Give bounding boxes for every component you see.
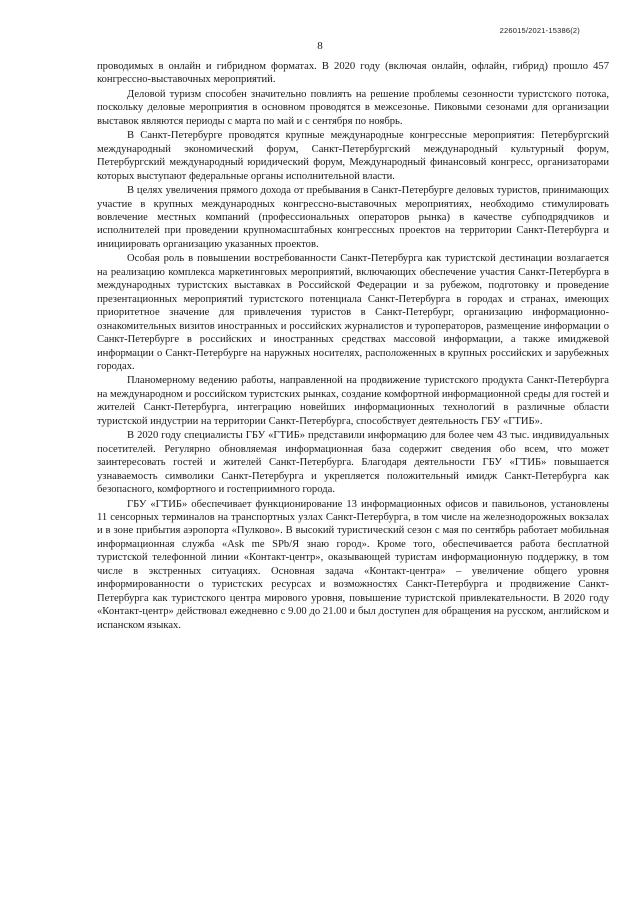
- page-number: 8: [317, 40, 323, 52]
- paragraph-marketing: Особая роль в повышении востребованности Санкт-Петербурга как туристской дестинации возлагается на реализацию комплекса маркетинговых мероприятий, включающих обеспечение участия Санкт-Петербурга в международных туристских выставках в Российской Федерации и за рубежом, подготовку и проведение презентационных мероприятий туристского потенциала Санкт-Петербурга в городах и странах, имеющих приоритетное значение для привлечения туристов в Санкт-Петербург, организацию информационно-ознакомительных визитов иностранных и российских журналистов и туроператоров, размещение информации о Санкт-Петербурге в российских и иностранных средствах массовой информации, а также имиджевой информации о Санкт-Петербурге на наружных носителях, расположенных в крупных российских и зарубежных городах.: [97, 253, 609, 372]
- paragraph-info-offices: ГБУ «ГТИБ» обеспечивает функционирование 13 информационных офисов и павильонов, установлены 11 сенсорных терминалов на транспортных узлах Санкт-Петербурга, в том числе на железнодорожных вокзалах и в зоне прибытия аэропорта «Пулково». В высокий туристический сезон с мая по сентябрь работает мобильная информационная служба «Ask me SPb/Я знаю город». Кроме того, обеспечивается работа бесплатной туристской телефонной линии «Контакт-центр», оказывающей туристам информационную поддержку, в том числе в экстренных ситуациях. Основная задача «Контакт-центра» – увеличение общего уровня информированности о туристских ресурсах и возможностях Санкт-Петербурга и продвижение Санкт-Петербурга как туристского центра мирового уровня, повышение туристской привлекательности. В 2020 году «Контакт-центр» действовал ежедневно с 9.00 до 21.00 и был доступен для обращения на русском, английском и испанском языках.: [97, 498, 609, 631]
- paragraph-direct-income: В целях увеличения прямого дохода от пребывания в Санкт-Петербурге деловых туристов, принимающих участие в крупных международных конгрессно-выставочных мероприятиях, необходимо стимулировать вовлечение местных компаний (профессиональных операторов рынка) в качестве субподрядчиков и исполнителей при проведении крупномасштабных конгрессных проектов на территории Санкт-Петербурга и инициировать организацию указанных проектов.: [97, 185, 609, 250]
- document-body: [97, 60, 609, 632]
- paragraph-congress-events: В Санкт-Петербурге проводятся крупные международные конгрессные мероприятия: Петербургский международный экономический форум, Санкт-Петербургский международный культурный форум, Петербургский международный юридический форум, Международный финансовый конгресс, организаторами которых выступают федеральные органы исполнительной власти.: [97, 130, 609, 182]
- paragraph-continuation: проводимых в онлайн и гибридном форматах. В 2020 году (включая онлайн, офлайн, гибрид) прошло 457 конгрессно-выставочных мероприятий.: [97, 61, 609, 86]
- paragraph-gtib-2020: В 2020 году специалисты ГБУ «ГТИБ» представили информацию для более чем 43 тыс. индивидуальных посетителей. Регулярно обновляемая информационная база содержит сведения обо всем, что может заинтересовать гостей и жителей Санкт-Петербурга. Благодаря деятельности ГБУ «ГТИБ» повышается узнаваемость символики Санкт-Петербурга и укрепляется положительный имидж Санкт-Петербурга как безопасного, комфортного и гостеприимного города.: [97, 430, 609, 496]
- paragraph-gtib-activity: Планомерному ведению работы, направленной на продвижение туристского продукта Санкт-Петербурга на международном и российском туристских рынках, создание комфортной информационной среды для гостей и жителей Санкт-Петербурга, интеграцию новейших информационных технологий в различные области туристской индустрии на территории Санкт-Петербурга, способствует деятельность ГБУ «ГТИБ».: [97, 375, 609, 427]
- document-registration-number: 226015/2021-15386(2): [499, 26, 580, 35]
- paragraph-business-tourism: Деловой туризм способен значительно повлиять на решение проблемы сезонности туристского потока, поскольку деловые мероприятия в основном проводятся в межсезонье. Пиковыми сезонами для организации выставок являются периоды с марта по май и с сентября по ноябрь.: [97, 88, 609, 127]
